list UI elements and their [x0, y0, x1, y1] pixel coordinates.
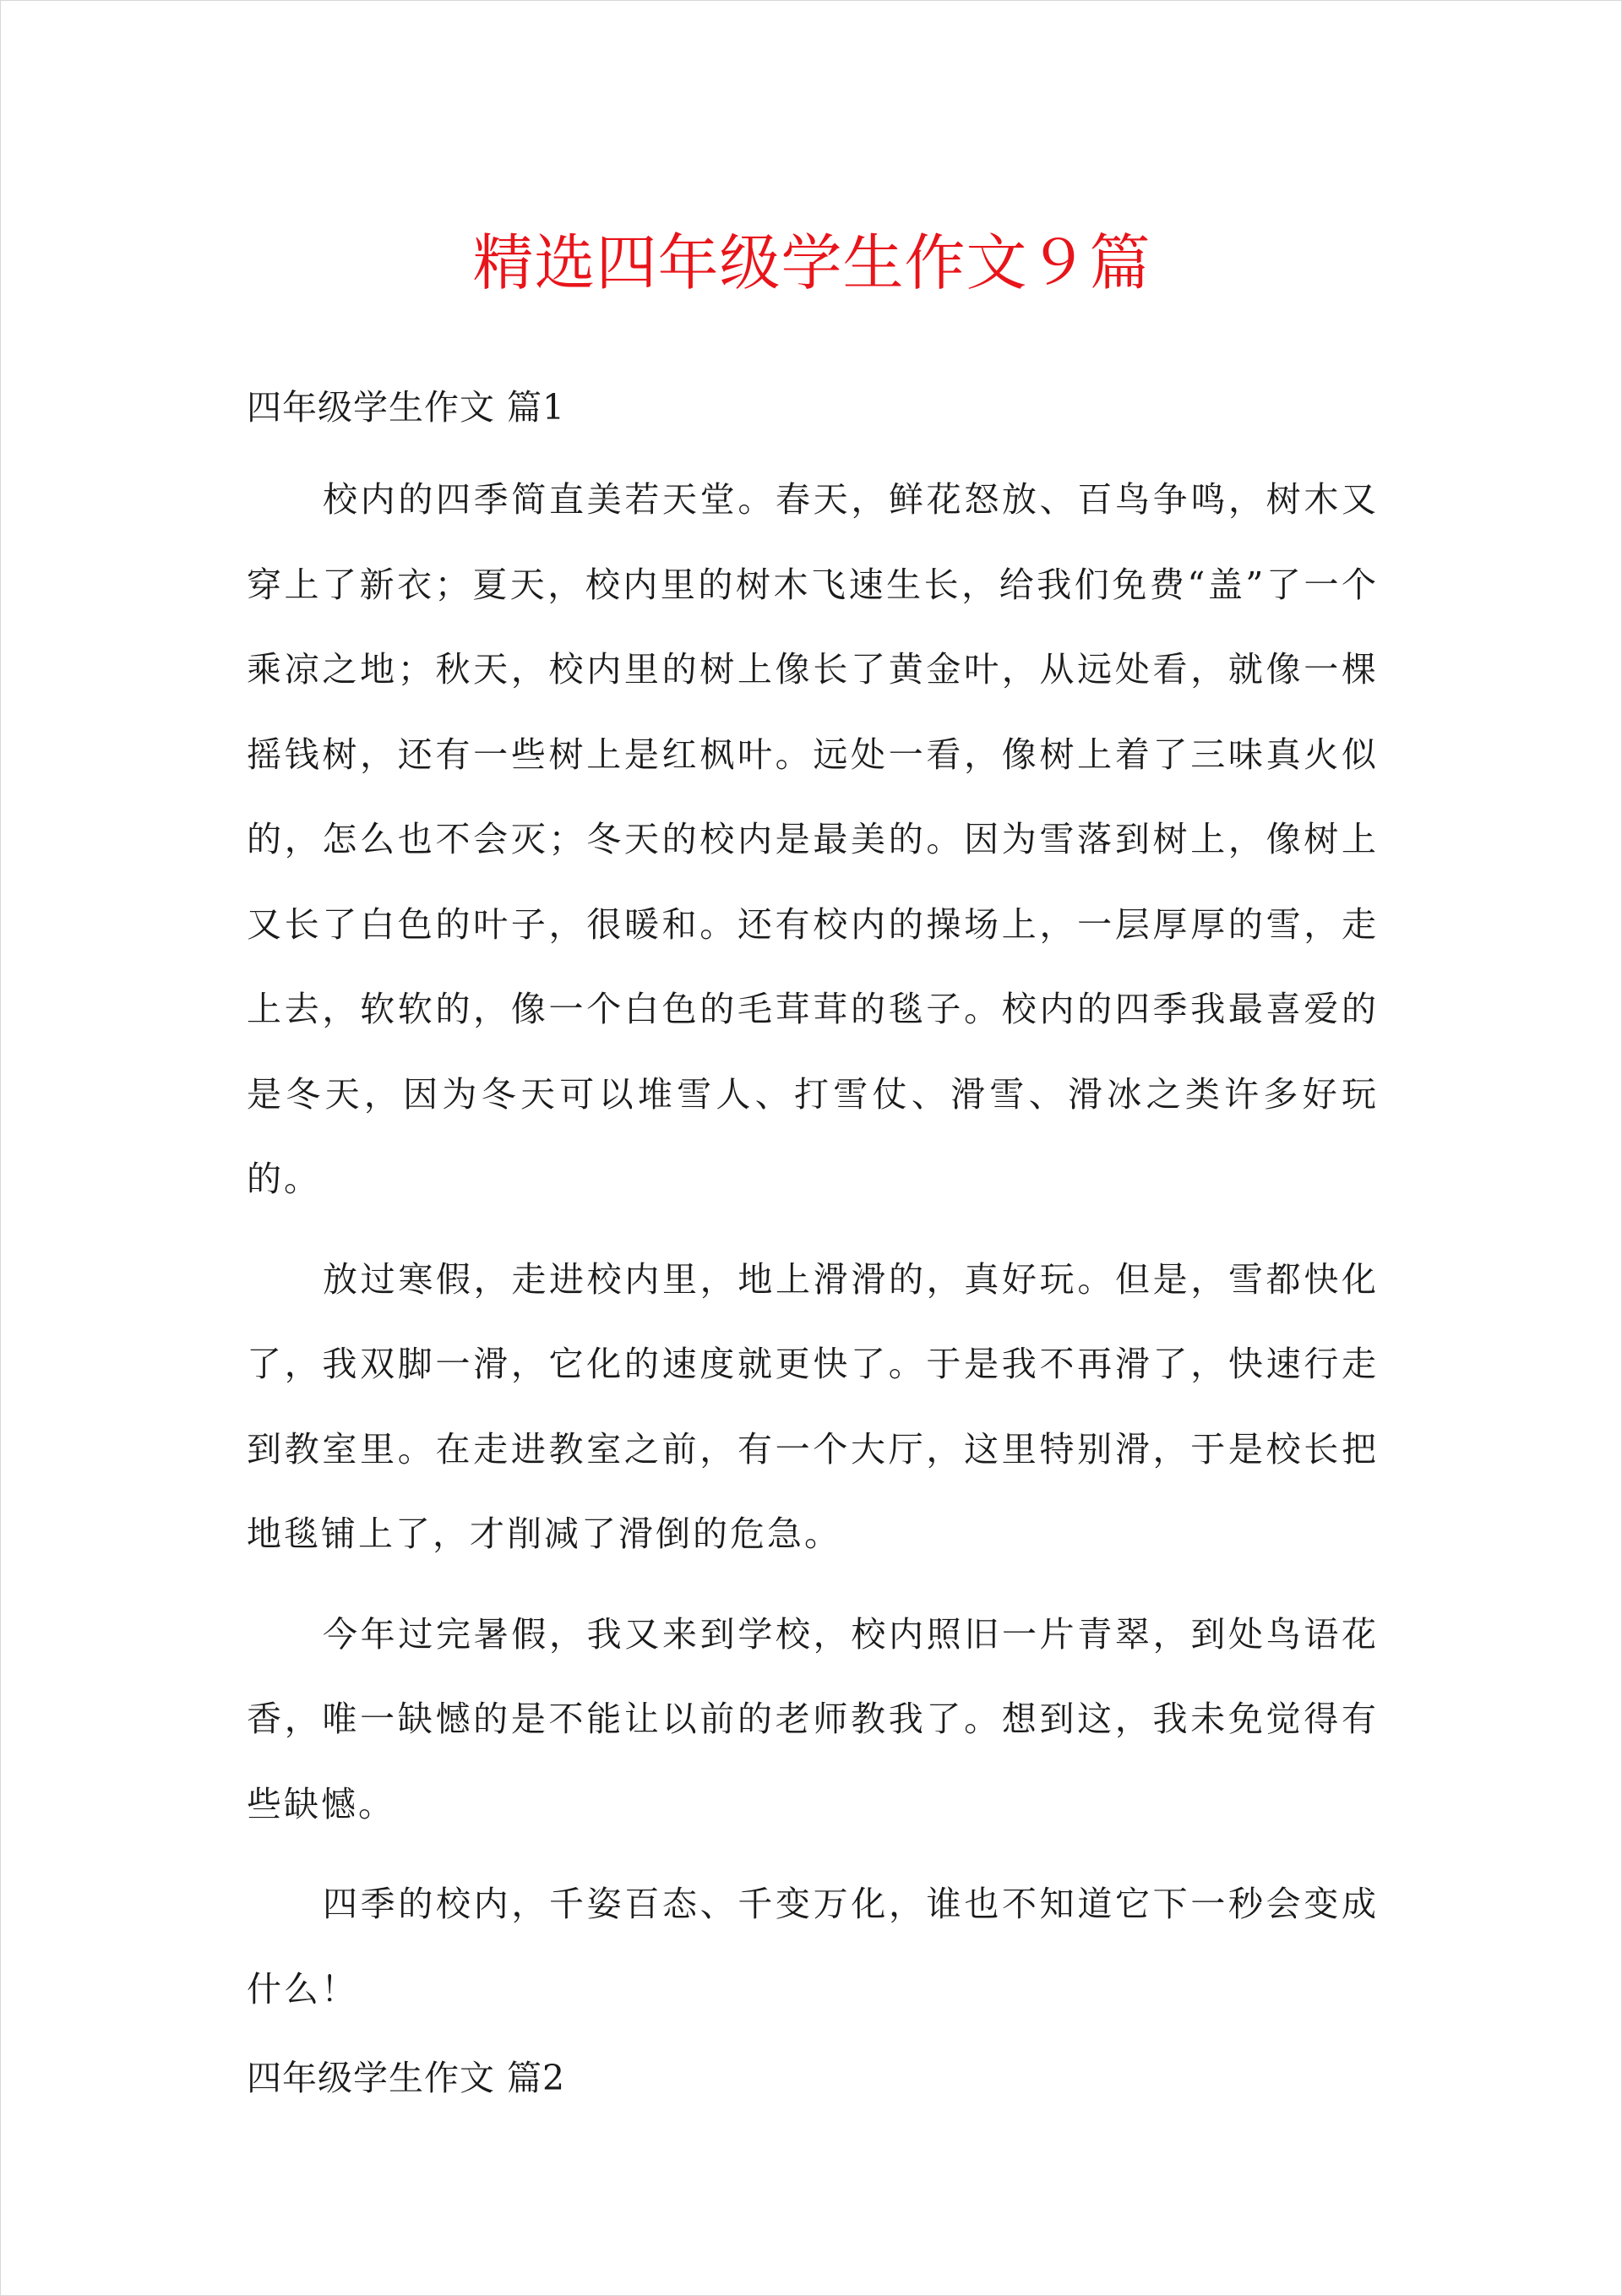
section-heading-2: 四年级学生作文 篇2: [247, 2058, 566, 2098]
paragraph: 校内的四季简直美若天堂。春天，鲜花怒放、百鸟争鸣，树木又穿上了新衣；夏天，校内里的树木飞速生长，给我们免费“盖”了一个乘凉之地；秋天，校内里的树上像长了黄金叶，从远处看，就像一棵摇钱树，还有一些树上是红枫叶。远处一看，像树上着了三味真火似的，怎么也不会灭；冬天的校内是最美的。因为雪落到树上，像树上又长了白色的叶子，很暖和。还有校内的操场上，一层厚厚的雪，走上去，软软的，像一个白色的毛茸茸的毯子。校内的四季我最喜爱的是冬天，因为冬天可以堆雪人、打雪仗、滑雪、滑冰之类许多好玩的。: [247, 479, 1379, 1199]
paragraph: 放过寒假，走进校内里，地上滑滑的，真好玩。但是，雪都快化了，我双脚一滑，它化的速度就更快了。于是我不再滑了，快速行走到教室里。在走进教室之前，有一个大厅，这里特别滑，于是校长把地毯铺上了，才削减了滑倒的危急。: [247, 1258, 1379, 1554]
section-heading-1: 四年级学生作文 篇1: [247, 387, 566, 428]
paragraph: 四季的校内，千姿百态、千变万化，谁也不知道它下一秒会变成什么！: [247, 1884, 1379, 2010]
document-title: 精选四年级学生作文９篇: [472, 227, 1151, 298]
document-body: [247, 373, 1379, 2113]
paragraph: 今年过完暑假，我又来到学校，校内照旧一片青翠，到处鸟语花香，唯一缺憾的是不能让以前的老师教我了。想到这，我未免觉得有些缺憾。: [247, 1613, 1379, 1824]
